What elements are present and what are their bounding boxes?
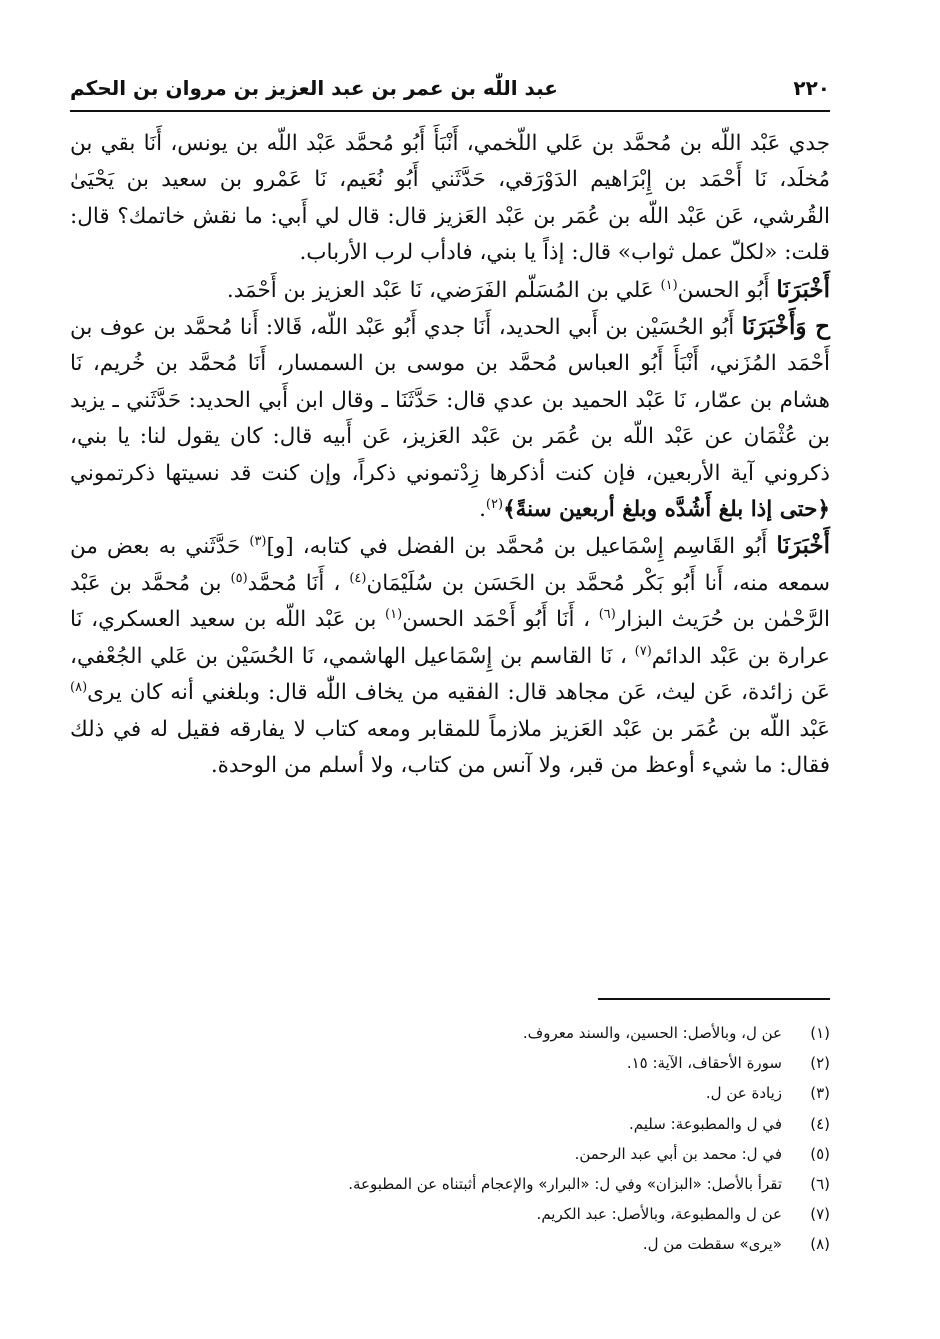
footnote-ref[interactable]: (١) [385,607,403,623]
footnote-ref[interactable]: (١) [660,277,678,293]
footnote-text: في ل: محمد بن أبي عبد الرحمن. [574,1144,782,1163]
footnote-ref[interactable]: (٤) [349,570,367,586]
footnote-ref[interactable]: (٥) [230,570,248,586]
footnote-item [70,1078,830,1108]
footnote-number: (٧) [810,1205,830,1224]
paragraph-text: ، أَنَا أَبُو أَحْمَد الحسن [402,607,591,633]
footnote-item [70,1169,830,1199]
footnote-number: (٢) [810,1054,830,1073]
footnote-item [70,1139,830,1169]
footnote-item [70,1018,830,1048]
footnote-ref[interactable]: (٨) [70,679,88,695]
paragraph-text: عَلي بن المُسَلّم الفَرَضي، نَا عَبْد العزيز بن أَحْمَد. [226,277,654,303]
main-text [70,126,830,784]
paragraph-text: ، نَا القاسم بن إِسْمَاعيل الهاشمي، نَا الحُسَيْن بن عَلي الجُعْفي، عَن زائدة، عَن ليث، عَن مجاهد قال: الفقيه من يخاف اللّٰه قال: وبلغني أنه كان يرى [70,643,830,706]
footnote-text: تقرأ بالأصل: «البزان» وفي ل: «البرار» والإعجام أثبتناه عن المطبوعة. [348,1175,782,1194]
paragraph-3 [70,309,830,528]
header-rule [70,110,830,112]
paragraph-text: جدي عَبْد اللّه بن مُحمَّد بن عَلي اللّخمي، أَنْبَأَ أَبُو مُحمَّد عَبْد اللّه بن يونس، أَنَا بقي بن مُخلَد، نَا أَحْمَد بن إِبْرَاهيم الدَوْرَقي، حَدَّثَني أَبُو نُعَيم، نَا عَمْرو بن سعيد بن يَحْيَىٰ القُرشي، عَن عَبْد اللّه بن عُمَر بن عَبْد العَزيز قال: قال لي أَبي: ما نقش خاتمك؟ قال: قلت: «لكلّ عمل ثواب» قال: إذاً يا بني، فادأب لرب الأرباب. [70,131,830,266]
footnote-text: عن ل، وبالأصل: الحسين، والسند معروف. [522,1024,782,1042]
footnote-rule [598,998,830,1000]
paragraph-text: أَبُو القَاسِم إِسْمَاعيل بن مُحمَّد بن الفضل في كتابه، [و] [266,534,768,560]
paragraph-tail: . [479,497,486,523]
footnote-ref[interactable]: (٣) [249,534,267,550]
paragraph-1 [70,126,830,272]
footnote-text: عن ل والمطبوعة، وبالأصل: عبد الكريم. [536,1205,782,1224]
page-number: ٢٢٠ [793,76,830,100]
footnotes [70,1018,830,1260]
paragraph-lead: أَخْبَرَنَا [776,275,830,303]
footnote-number: (٣) [810,1084,830,1103]
paragraph-lead: ح وَأَخْبَرَنَا [741,313,831,341]
footnote-number: (٥) [810,1144,830,1163]
paragraph-text: حَدَّثَني به بعض من سمعه منه، أَنا أَبُو بَكْر مُحمَّد بن الحَسَن بن سُلَيْمَان [70,534,830,596]
footnote-text: «يرى» سقطت من ل. [642,1235,782,1254]
paragraph-text: ، أَنَا مُحمَّد [247,570,341,596]
paragraph-text: بن مُحمَّد بن عَبْد الرَّحْمٰن بن حُرَيث البزار [70,570,830,633]
footnote-number: (١) [810,1024,830,1042]
footnote-text: زيادة عن ل. [705,1084,782,1103]
footnote-number: (٨) [810,1235,830,1254]
paragraph-text: بن عَبْد اللّه بن سعيد العسكري، نَا عرارة بن عَبْد الدائم [70,607,831,669]
footnote-text: في ل والمطبوعة: سليم. [629,1114,782,1133]
paragraph-text: عَبْد اللّه بن عُمَر بن عَبْد العَزيز ملازماً للمقابر ومعه كتاب لا يفارقه فقيل له في ذلك فقال: ما شيء أوعظ من قبر، ولا آنس من كتاب، ولا أسلم من الوحدة. [70,716,830,778]
footnote-ref[interactable]: (٦) [598,607,616,623]
footnote-ref[interactable]: (٢) [485,496,504,512]
paragraph-4 [70,528,830,784]
running-title: عبد اللّٰه بن عمر بن عبد العزيز بن مروان بن الحكم [70,76,558,100]
footnote-item [70,1109,830,1139]
book-page [70,60,830,1300]
paragraph-text: أَبُو الحسن [677,277,770,303]
paragraph-2 [70,272,830,309]
footnote-number: (٤) [810,1114,830,1133]
paragraph-lead: أَخْبَرَنَا [776,532,830,560]
footnote-text: سورة الأحقاف، الآية: ١٥. [626,1054,782,1073]
quran-quote: ﴿حتى إذا بلغ أَشُدَّه وبلغ أربعين سنةً﴾ [503,497,830,523]
footnote-item [70,1199,830,1229]
page-header [70,70,830,106]
footnote-number: (٦) [810,1175,830,1194]
paragraph-text: أَبُو الحُسَيْن بن أَبي الحديد، أَنَا جدي أَبُو عَبْد اللّه، قَالا: أَنا مُحمَّد بن عوف بن أَحْمَد المُزَني، أَنْبَأَ أَبُو العباس مُحمَّد بن موسى بن السمسار، أَنَا مُحمَّد بن خُريم، نَا هشام بن عمّار، نَا عَبْد الحميد بن عدي قال: حَدَّثَنَا ـ وقال ابن أَبي الحديد: حَدَّثَني ـ يزيد بن عُثْمَان عن عَبْد اللّه بن عُمَر بن عَبْد العَزيز، عَن أَبيه قال: كان يقول لنا: يا بني، ذكروني آية الأربعين، فإن كنت أذكرها زِدْتموني ذكراً، وإن كنت قد نسيتها ذكرتموني [70,315,830,486]
footnote-item [70,1229,830,1259]
footnote-ref[interactable]: (٧) [634,643,652,659]
footnote-item [70,1048,830,1078]
